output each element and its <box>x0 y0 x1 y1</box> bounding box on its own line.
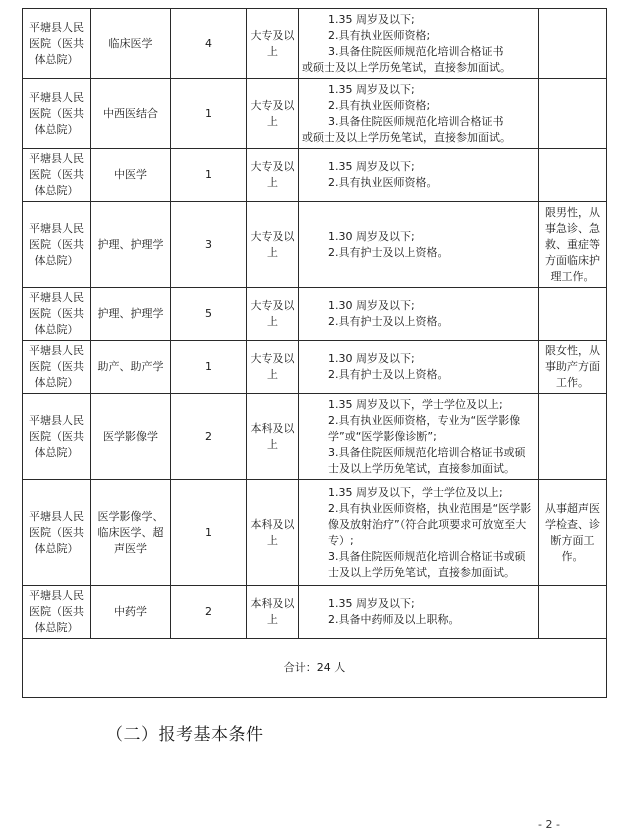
requirement-line: 1.35 周岁及以下，学士学位及以上; <box>328 397 503 411</box>
major-cell: 中西医结合 <box>91 79 171 149</box>
education-cell: 本科及以上 <box>247 480 299 586</box>
requirement-line: 1.35 周岁及以下; <box>328 597 415 610</box>
requirements-cell <box>299 9 539 79</box>
table-row <box>23 202 607 288</box>
requirement-line: 1.35 周岁及以下; <box>328 160 415 173</box>
requirement-line: 1.35 周岁及以下; <box>328 12 415 26</box>
unit-cell: 平塘县人民医院（医共体总院） <box>23 9 91 79</box>
major-cell: 护理、护理学 <box>91 288 171 341</box>
count-cell: 1 <box>171 79 247 149</box>
unit-cell: 平塘县人民医院（医共体总院） <box>23 341 91 394</box>
education-cell: 大专及以上 <box>247 288 299 341</box>
requirements-cell <box>299 79 539 149</box>
note-cell <box>539 149 607 202</box>
requirement-line: 或硕士及以上学历免笔试，直接参加面试。 <box>302 60 511 74</box>
requirement-line: 2.具有护士及以上资格。 <box>328 368 449 381</box>
count-cell: 4 <box>171 9 247 79</box>
unit-cell: 平塘县人民医院（医共体总院） <box>23 202 91 288</box>
unit-cell: 平塘县人民医院（医共体总院） <box>23 149 91 202</box>
requirements-cell <box>299 341 539 394</box>
requirement-line: 2.具有护士及以上资格。 <box>328 245 449 259</box>
major-cell: 护理、护理学 <box>91 202 171 288</box>
recruitment-table <box>22 8 607 698</box>
education-cell: 本科及以上 <box>247 394 299 480</box>
requirement-line: 1.30 周岁及以下; <box>328 299 415 312</box>
education-cell: 大专及以上 <box>247 9 299 79</box>
requirements-cell <box>299 202 539 288</box>
requirement-line: 2.具有护士及以上资格。 <box>328 315 449 328</box>
count-cell: 1 <box>171 341 247 394</box>
count-cell: 1 <box>171 149 247 202</box>
requirements-cell <box>299 394 539 480</box>
unit-cell: 平塘县人民医院（医共体总院） <box>23 288 91 341</box>
table-row <box>23 9 607 79</box>
page-number: - 2 - <box>538 818 560 831</box>
education-cell: 大专及以上 <box>247 79 299 149</box>
table-row <box>23 149 607 202</box>
education-cell: 大专及以上 <box>247 149 299 202</box>
note-cell: 限女性，从事助产方面工作。 <box>539 341 607 394</box>
requirement-line: 3.具备住院医师规范化培训合格证书 <box>328 44 504 58</box>
requirement-line: 1.35 周岁及以下; <box>328 82 415 96</box>
note-cell <box>539 9 607 79</box>
education-cell: 大专及以上 <box>247 341 299 394</box>
requirement-line: 或硕士及以上学历免笔试，直接参加面试。 <box>302 130 511 144</box>
note-cell: 从事超声医学检查、诊断方面工作。 <box>539 480 607 586</box>
section-title: （二）报考基本条件 <box>106 725 264 745</box>
requirement-line: 1.30 周岁及以下; <box>328 352 415 365</box>
unit-cell: 平塘县人民医院（医共体总院） <box>23 79 91 149</box>
note-cell <box>539 79 607 149</box>
note-cell: 限男性，从事急诊、急救、重症等方面临床护理工作。 <box>539 202 607 288</box>
count-cell: 3 <box>171 202 247 288</box>
major-cell: 临床医学 <box>91 9 171 79</box>
requirement-line: 2.具备中药师及以上职称。 <box>328 613 460 626</box>
major-cell: 中医学 <box>91 149 171 202</box>
total-cell: 合计：24 人 <box>23 639 607 698</box>
major-cell: 医学影像学 <box>91 394 171 480</box>
requirement-line: 1.30 周岁及以下; <box>328 229 415 243</box>
total-row <box>23 639 607 698</box>
table-row <box>23 586 607 639</box>
table-row <box>23 79 607 149</box>
requirement-line: 3.具备住院医师规范化培训合格证书或硕士及以上学历免笔试，直接参加面试。 <box>328 445 526 475</box>
requirement-line: 3.具备住院医师规范化培训合格证书 <box>328 114 504 128</box>
requirement-line: 2.具有执业医师资格; <box>328 28 431 42</box>
unit-cell: 平塘县人民医院（医共体总院） <box>23 586 91 639</box>
requirements-cell <box>299 480 539 586</box>
requirement-line: 1.35 周岁及以下，学士学位及以上; <box>328 485 503 499</box>
unit-cell: 平塘县人民医院（医共体总院） <box>23 480 91 586</box>
major-cell: 助产、助产学 <box>91 341 171 394</box>
table-row <box>23 394 607 480</box>
table-row <box>23 480 607 586</box>
requirements-cell <box>299 586 539 639</box>
requirement-line: 2.具有执业医师资格，专业为“医学影像学”或“医学影像诊断”; <box>328 413 521 443</box>
requirement-line: 2.具有执业医师资格; <box>328 98 431 112</box>
requirement-line: 2.具有执业医师资格，执业范围是“医学影像及放射治疗”（符合此项要求可放宽至大专）; <box>328 501 532 547</box>
note-cell <box>539 586 607 639</box>
table-row <box>23 341 607 394</box>
education-cell: 本科及以上 <box>247 586 299 639</box>
count-cell: 2 <box>171 394 247 480</box>
table-row <box>23 288 607 341</box>
count-cell: 2 <box>171 586 247 639</box>
unit-cell: 平塘县人民医院（医共体总院） <box>23 394 91 480</box>
count-cell: 1 <box>171 480 247 586</box>
requirements-cell <box>299 288 539 341</box>
count-cell: 5 <box>171 288 247 341</box>
requirement-line: 3.具备住院医师规范化培训合格证书或硕士及以上学历免笔试，直接参加面试。 <box>328 549 526 579</box>
education-cell: 大专及以上 <box>247 202 299 288</box>
note-cell <box>539 394 607 480</box>
major-cell: 中药学 <box>91 586 171 639</box>
note-cell <box>539 288 607 341</box>
table-body <box>23 9 607 698</box>
requirement-line: 2.具有执业医师资格。 <box>328 176 438 189</box>
requirements-cell <box>299 149 539 202</box>
major-cell: 医学影像学、临床医学、超声医学 <box>91 480 171 586</box>
